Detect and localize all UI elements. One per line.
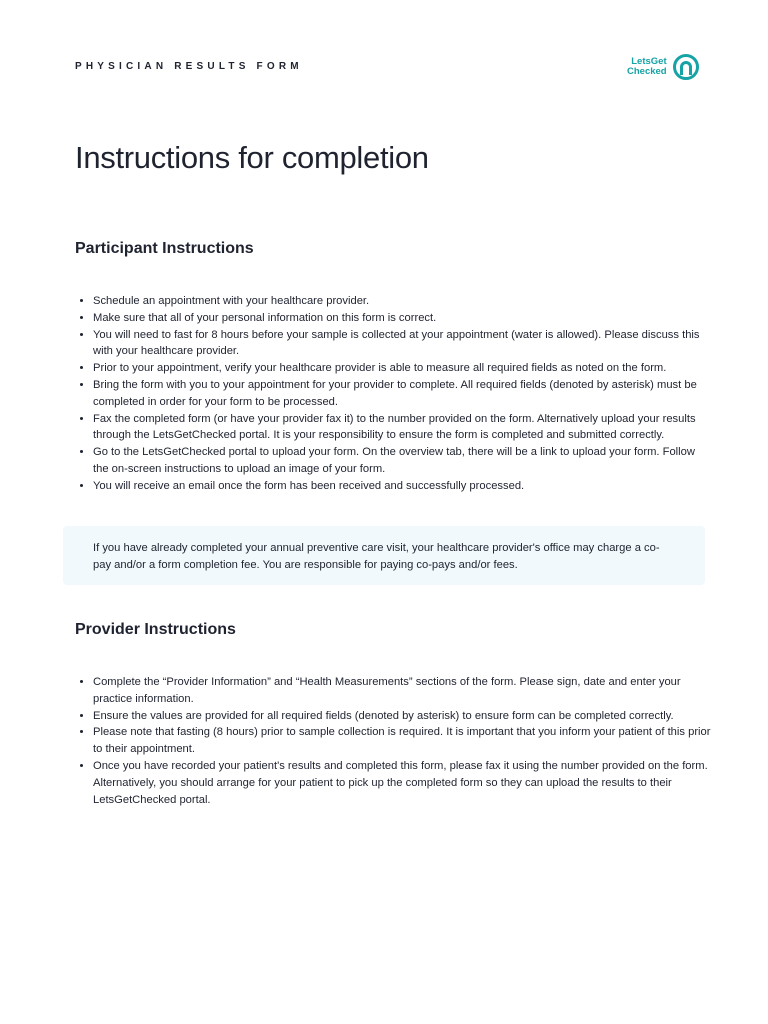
logo-text-line2: Checked bbox=[627, 66, 667, 77]
logo-text-line1: LetsGet bbox=[631, 56, 667, 67]
list-item: • Prior to your appointment, verify your healthcare provider is able to measure all required fields as noted on the form. bbox=[93, 360, 713, 377]
letsgetchecked-logo-icon bbox=[672, 53, 700, 81]
list-item: • You will receive an email once the form has been received and successfully processed. bbox=[93, 478, 713, 495]
list-item: • Fax the completed form (or have your provider fax it) to the number provided on the form. Alternatively upload your results through the LetsGetChecked portal. It is your responsibility to ensure the form is completed and submitted correctly. bbox=[93, 411, 713, 445]
list-item: • Make sure that all of your personal information on this form is correct. bbox=[93, 310, 713, 327]
list-item: • You will need to fast for 8 hours before your sample is collected at your appointment (water is allowed). Please discuss this with your healthcare provider. bbox=[93, 327, 713, 361]
list-item: • Once you have recorded your patient's results and completed this form, please fax it using the number provided on the form. Alternatively, you should arrange for your patient to pick up the completed form so they can upload the results to their LetsGetChecked portal. bbox=[93, 758, 713, 808]
logo-wordmark bbox=[627, 57, 667, 77]
list-item: • Ensure the values are provided for all required fields (denoted by asterisk) to ensure form can be completed correctly. bbox=[93, 708, 713, 725]
list-item: • Go to the LetsGetChecked portal to upload your form. On the overview tab, there will be a link to upload your form. Follow the on-screen instructions to upload an image of your form. bbox=[93, 444, 713, 478]
form-type-label: PHYSICIAN RESULTS FORM bbox=[75, 61, 303, 72]
participant-instructions-heading: Participant Instructions bbox=[75, 240, 254, 257]
page-title: Instructions for completion bbox=[75, 140, 429, 175]
list-item: • Please note that fasting (8 hours) prior to sample collection is required. It is important that you inform your patient of this prior to their appointment. bbox=[93, 724, 713, 758]
provider-instructions-list bbox=[75, 674, 713, 808]
brand-logo bbox=[627, 53, 700, 81]
list-item: • Bring the form with you to your appointment for your provider to complete. All required fields (denoted by asterisk) must be completed in order for your form to be processed. bbox=[93, 377, 713, 411]
participant-instructions-list bbox=[75, 293, 713, 495]
list-item: • Complete the “Provider Information” and “Health Measurements” sections of the form. Please sign, date and enter your practice information. bbox=[93, 674, 713, 708]
provider-instructions-heading: Provider Instructions bbox=[75, 621, 236, 638]
list-item: • Schedule an appointment with your healthcare provider. bbox=[93, 293, 713, 310]
copay-notice: If you have already completed your annual preventive care visit, your healthcare provider's office may charge a co-pay and/or a form completion fee. You are responsible for paying co-pays and/or fees. bbox=[63, 526, 705, 585]
